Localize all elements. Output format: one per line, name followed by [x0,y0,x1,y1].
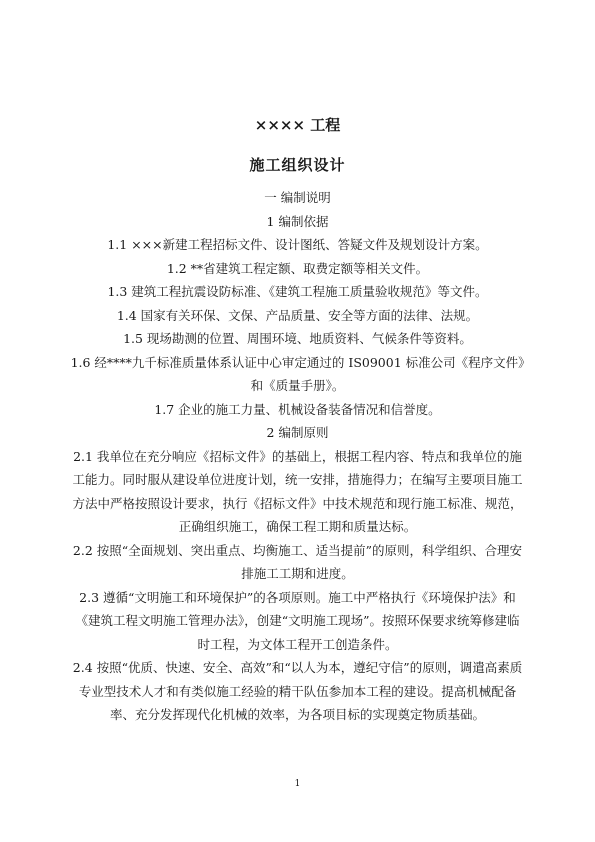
principle-item: 2.1 我单位在充分响应《招标文件》的基础上，根据工程内容、特点和我单位的施工能力。同时服从建设单位进度计划，统一安排，措施得力；在编写主要项目施工方法中严格按照设计要求，执行《招标文件》中技术规范和现行施工标准、规范，正确组织施工，确保工程工期和质量达标。 [72,448,523,534]
basis-item: 1.6 经****九千标准质量体系认证中心审定通过的 IS09001 标准公司《程序文件》和《质量手册》。 [70,354,525,393]
principle-item: 2.4 按照“优质、快速、安全、高效”和“以人为本，遵纪守信”的原则，调遣高素质专业型技术人才和有类似施工经验的精干队伍参加本工程的建设。提高机械配备率、充分发挥现代化机械的效率，为各项目标的实现奠定物质基础。 [72,660,523,722]
document-body [70,114,525,727]
principle-item: 2.3 遵循“文明施工和环境保护”的各项原则。施工中严格执行《环境保护法》和《建筑工程文明施工管理办法》，创建“文明施工现场”。按照环保要求统筹修建临时工程，为文体工程开工创造条件。 [75,589,520,652]
basis-item: 1.7 企业的施工力量、机械设备装备情况和信誉度。 [154,401,441,417]
basis-item: 1.4 国家有关环保、文保、产品质量、安全等方面的法律、法规。 [116,307,479,323]
basis-item: 1.1 ×××新建工程招标文件、设计图纸、答疑文件及规划设计方案。 [107,237,488,252]
document-title: ×××× 工程 [254,116,341,134]
basis-heading: 1 编制依据 [266,213,329,229]
principle-item: 2.2 按照“全面规划、突出重点、均衡施工、适当提前”的原则，科学组织、合理安排施工工期和进度。 [72,542,523,581]
section-heading: 一 编制说明 [264,190,331,205]
basis-item: 1.2 **省建筑工程定额、取费定额等相关文件。 [166,260,429,276]
basis-item: 1.5 现场勘测的位置、周围环境、地质资料、气候条件等资料。 [123,331,472,346]
basis-item: 1.3 建筑工程抗震设防标准、《建筑工程施工质量验收规范》等文件。 [107,284,488,299]
page-number: 1 [294,779,301,789]
document-subtitle: 施工组织设计 [249,156,346,174]
principles-heading: 2 编制原则 [266,425,329,440]
